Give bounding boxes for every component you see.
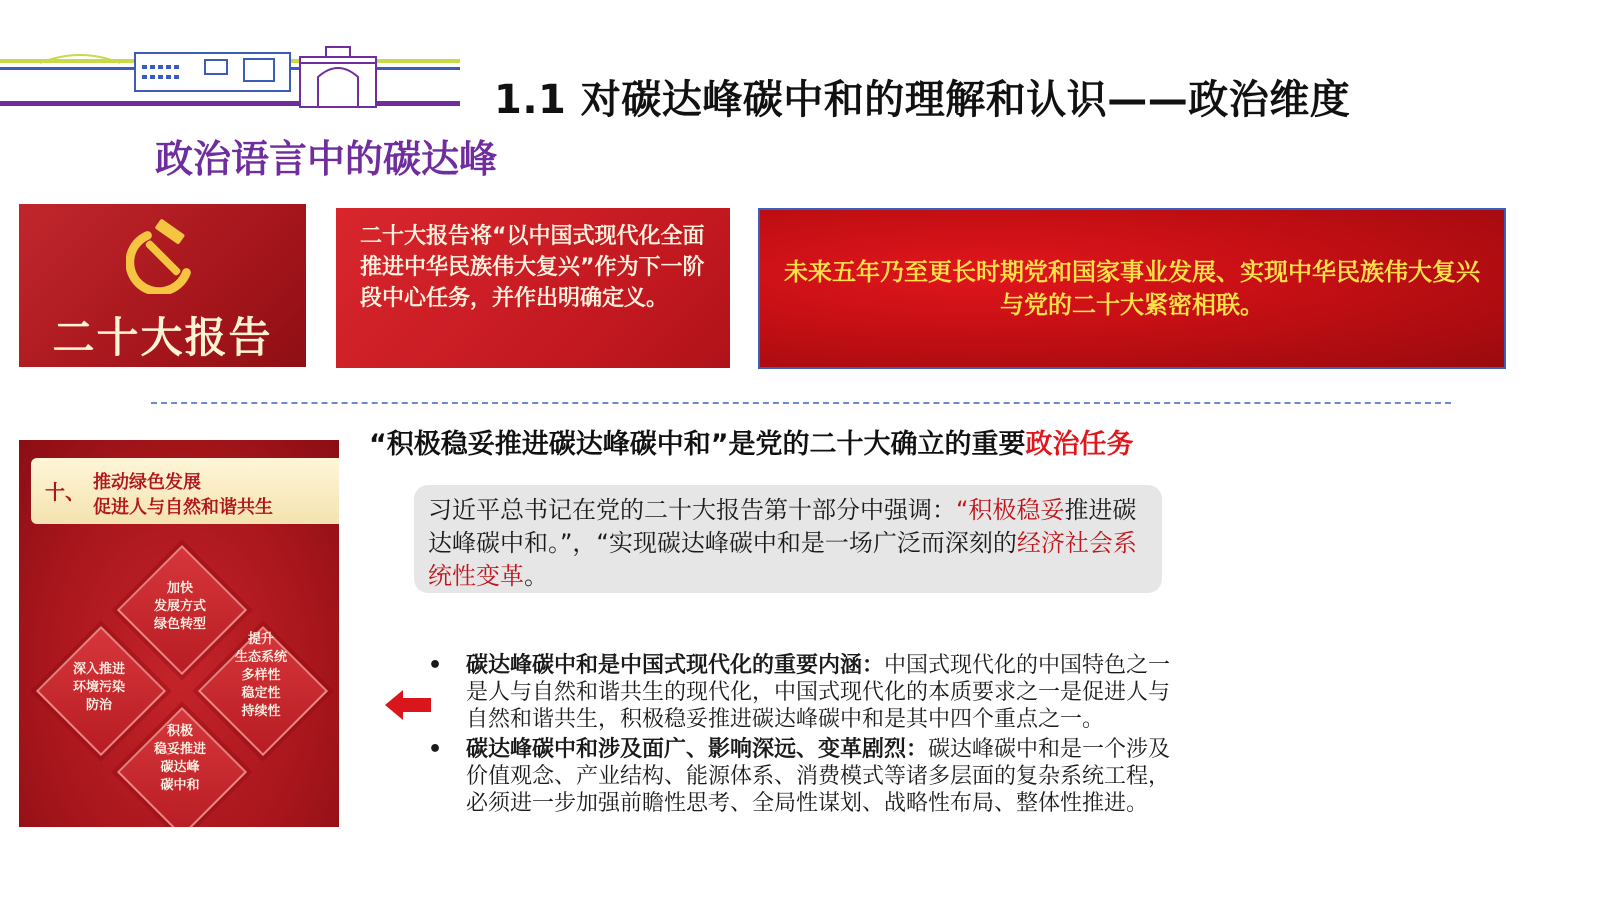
report-quote-card: 二十大报告将“以中国式现代化全面推进中华民族伟大复兴”作为下一阶段中心任务，并作出明确定义。	[336, 208, 730, 368]
political-task-headline	[369, 422, 1134, 461]
poster-heading-line2: 促进人与自然和谐共生	[93, 497, 273, 518]
bullet-icon: •	[428, 653, 443, 678]
xi-quote-box	[414, 485, 1162, 593]
list-item	[420, 652, 1180, 733]
hammer-sickle-icon	[126, 216, 204, 294]
green-development-poster	[19, 440, 339, 827]
list-item	[420, 736, 1180, 817]
page-title: 1.1 对碳达峰碳中和的理解和认识——政治维度	[494, 77, 1351, 123]
bullet-list	[420, 652, 1180, 820]
headline-highlight: 政治任务	[1025, 429, 1134, 460]
quote-text-3: 。	[524, 562, 548, 590]
bullet-icon: •	[428, 737, 443, 762]
report-card	[19, 204, 306, 367]
poster-heading-tab	[31, 458, 339, 524]
bullet-text: 中国式现代化的中国特色之一是人与自然和谐共生的现代化，中国式现代化的本质要求之一是促进人与自然和谐共生，积极稳妥推进碳达峰碳中和是其中四个重点之一。	[466, 653, 1171, 732]
diamond-label-ecosystem: 提升 生态系统 多样性 稳定性 持续性	[234, 632, 287, 719]
quote-highlight-1: “积极稳妥	[956, 496, 1065, 524]
bullet-title: 碳达峰碳中和是中国式现代化的重要内涵：	[466, 653, 885, 678]
poster-heading-line1: 推动绿色发展	[93, 472, 201, 493]
bullet-text: 碳达峰碳中和是一个涉及价值观念、产业结构、能源体系、消费模式等诸多层面的复杂系统工程，必须进一步加强前瞻性思考、全局性谋划、战略性布局、整体性推进。	[466, 737, 1171, 816]
diamond-label-carbon-neutrality: 积极 稳妥推进 碳达峰 碳中和	[153, 724, 206, 793]
diamond-label-pollution-control: 深入推进 环境污染 防治	[72, 662, 125, 713]
dashed-divider	[151, 402, 1451, 404]
section-subtitle: 政治语言中的碳达峰	[155, 137, 498, 181]
quote-highlight-2: 经济社会系统性变革	[428, 529, 1137, 590]
report-card-label: 二十大报告	[52, 313, 273, 362]
headline-text: “积极稳妥推进碳达峰碳中和”是党的二十大确立的重要	[369, 429, 1026, 460]
future-statement-card: 未来五年乃至更长时期党和国家事业发展、实现中华民族伟大复兴与党的二十大紧密相联。	[758, 208, 1506, 369]
bullet-title: 碳达峰碳中和涉及面广、影响深远、变革剧烈：	[466, 737, 929, 762]
diamond-label-green-transition: 加快 发展方式 绿色转型	[153, 581, 206, 632]
quote-text-1: 习近平总书记在党的二十大报告第十部分中强调：	[428, 496, 956, 524]
poster-section-number: 十、	[45, 480, 85, 504]
quote-text-2: 推进碳达峰碳中和。”，“实现碳达峰碳中和是一场广泛而深刻的	[428, 496, 1137, 557]
header-banner-illustration	[0, 45, 460, 115]
